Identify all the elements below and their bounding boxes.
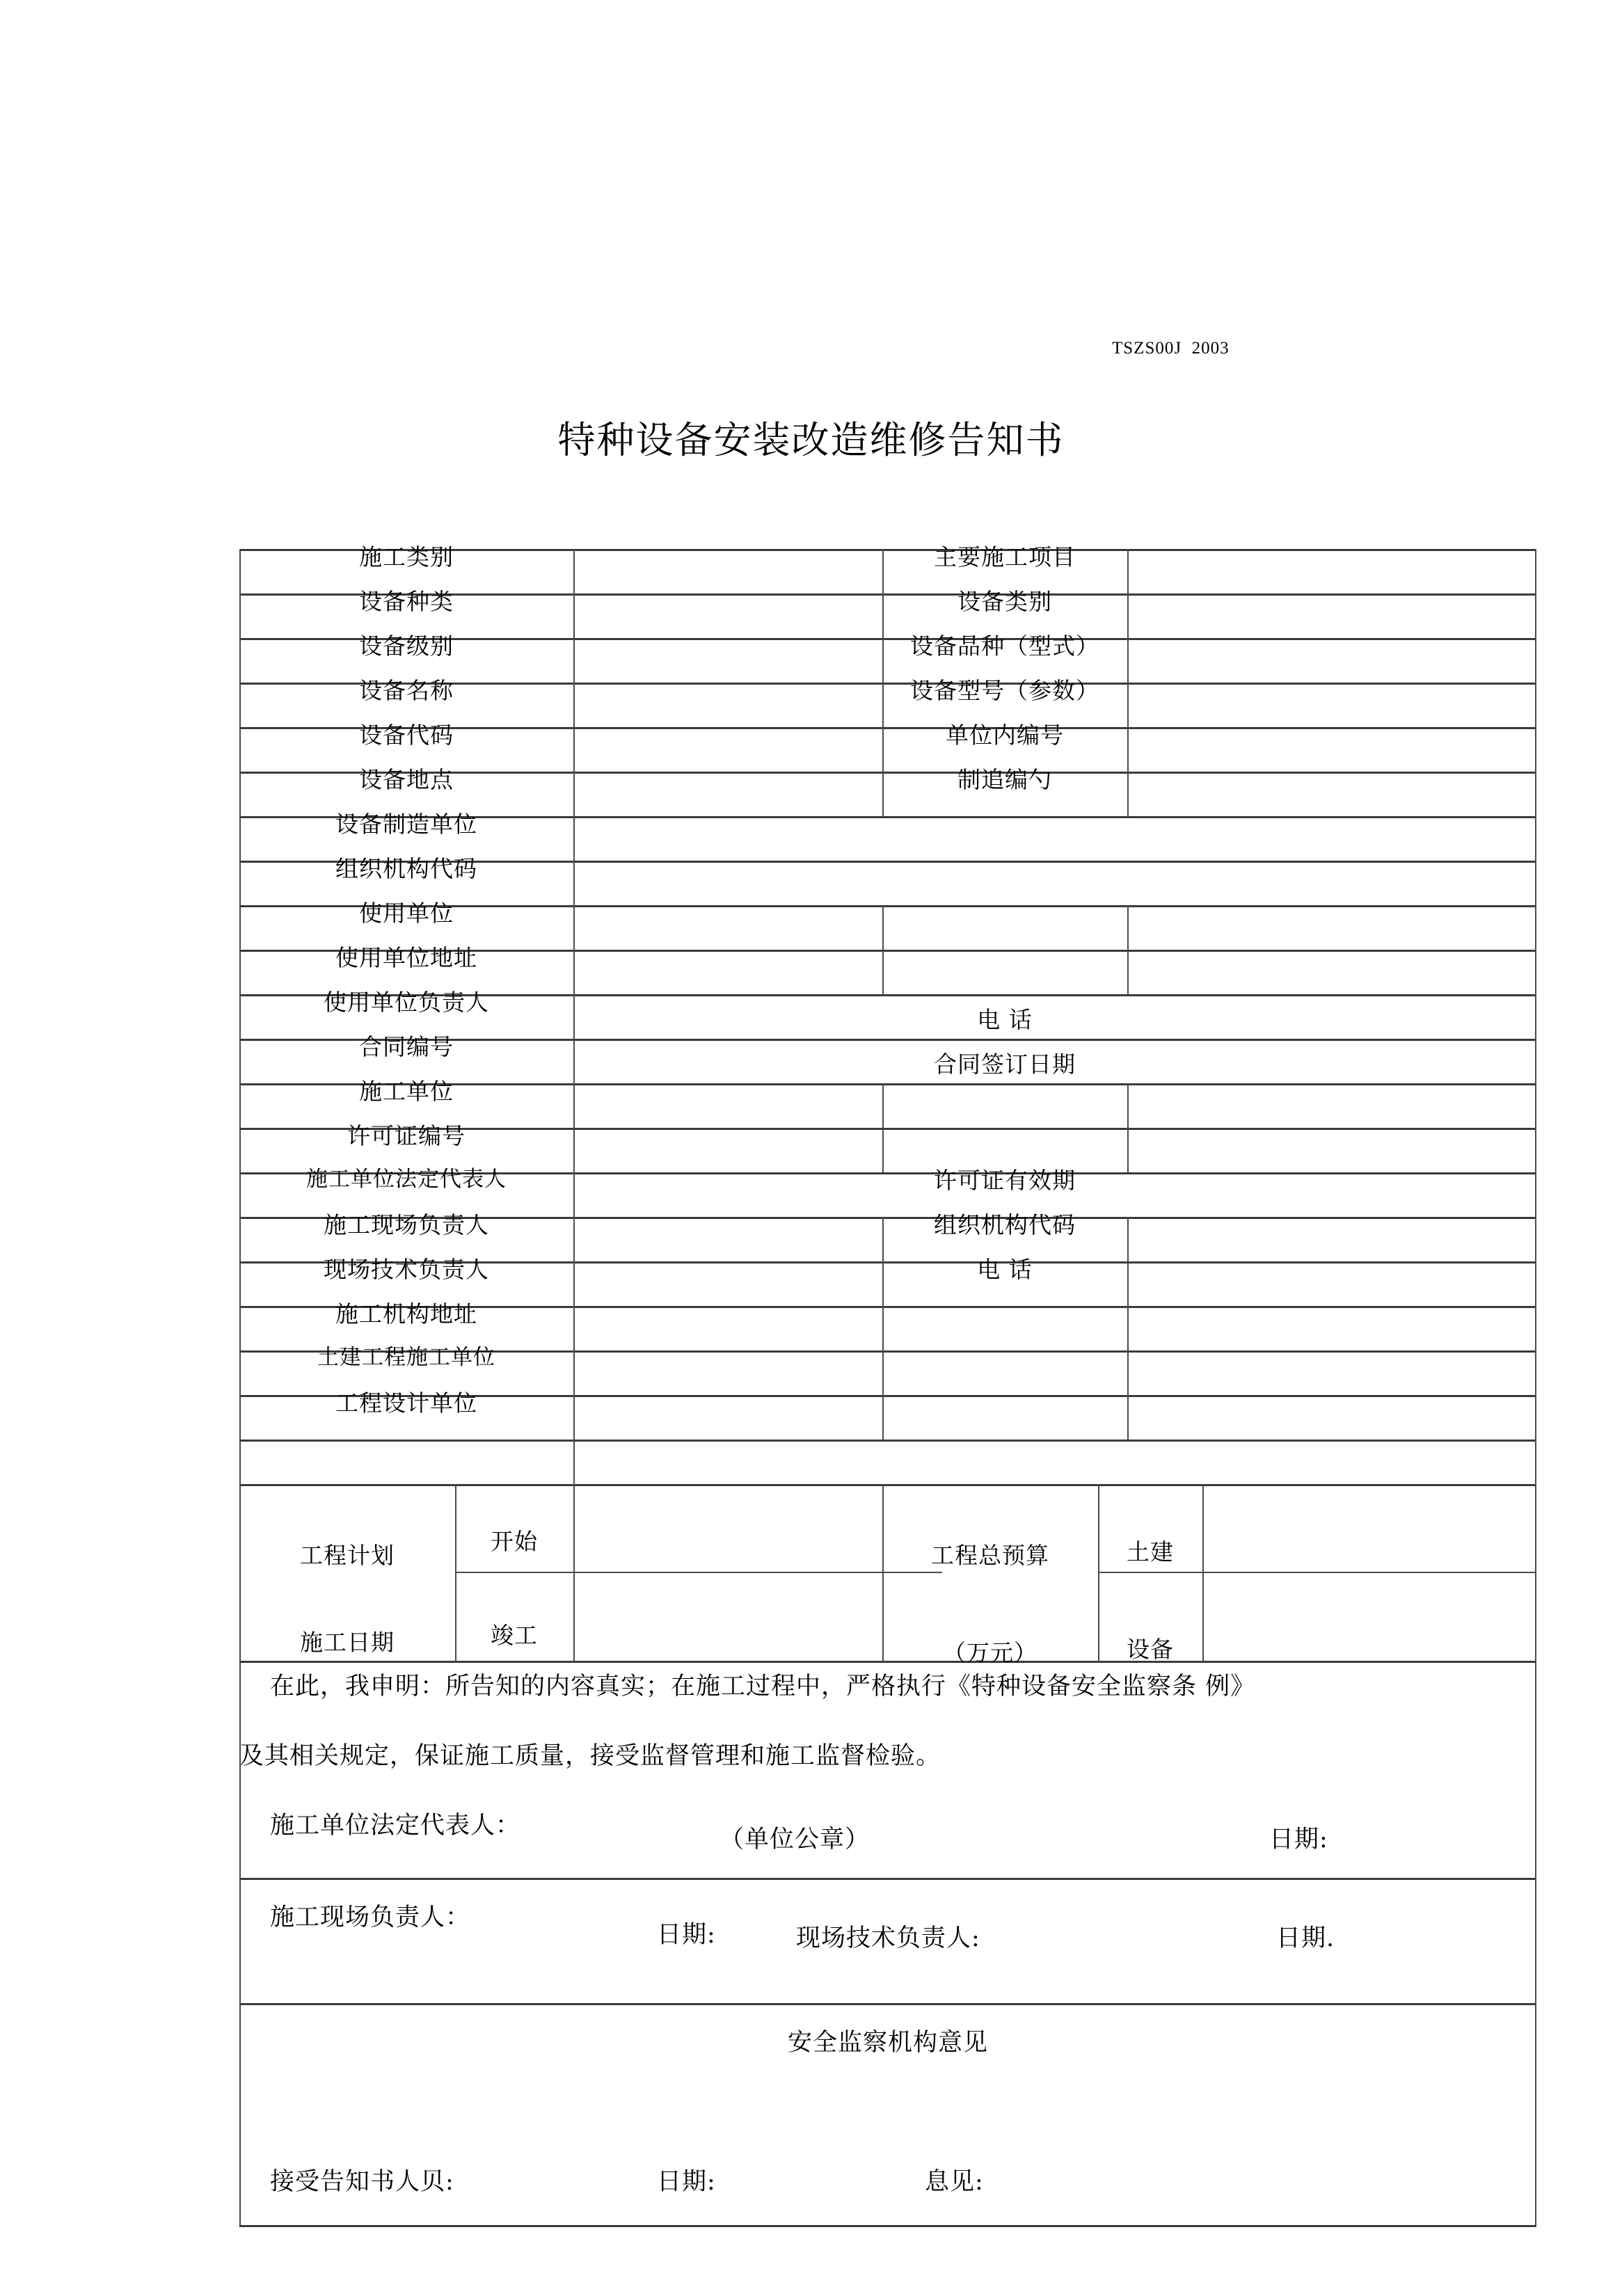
field-label-org-code-construction: 组织机构代码 — [934, 1211, 1076, 1238]
field-label-equipment-name: 设备名称 — [359, 677, 454, 704]
budget-column-divider-1 — [1098, 1484, 1099, 1661]
declaration-line-2: 及其相关规定，保证施工质量，接受监督管理和施工监督检验。 — [239, 1742, 941, 1770]
field-label-contract-number: 合同编号 — [359, 1033, 454, 1060]
field-label-manufacture-number: 制追编勺 — [957, 766, 1052, 793]
field-label-project-plan: 工程计划 — [300, 1542, 395, 1569]
signature-date-label-1: 日期: — [1269, 1826, 1328, 1853]
field-label-equipment-class: 设备类别 — [957, 588, 1052, 615]
plan-sub-divider — [455, 1572, 942, 1573]
signature-date-label-2: 日期: — [657, 1921, 716, 1949]
page-title: 特种设备安装改造维修告知书 — [557, 418, 1065, 462]
field-label-license-validity: 许可证有效期 — [934, 1167, 1076, 1194]
field-label-equipment-model: 设备型号（参数） — [910, 677, 1099, 704]
table-border-right — [1535, 549, 1536, 2225]
column-divider-2 — [882, 1083, 884, 1172]
declaration-line-1: 在此，我申明：所告知的内容真实；在施工过程中，严格执行《特种设备安全监察条 例》 — [270, 1673, 1256, 1700]
field-label-construction-date: 施工日期 — [300, 1629, 395, 1656]
supervision-date-label: 日期: — [657, 2168, 716, 2196]
column-divider-3 — [1127, 1083, 1129, 1172]
column-divider-2 — [882, 1217, 884, 1440]
notification-form-table — [239, 543, 1536, 2225]
field-label-user-unit-principal: 使用单位负责人 — [324, 989, 489, 1016]
field-label-construction-org-address: 施工机构地址 — [335, 1300, 477, 1328]
row-divider — [239, 1440, 1536, 1442]
signature-site-manager-label: 施工现场负责人： — [270, 1904, 471, 1931]
signature-date-label-3: 日期. — [1276, 1924, 1335, 1952]
field-label-internal-number: 单位内编号 — [946, 722, 1064, 749]
official-seal-label: （单位公章） — [719, 1826, 870, 1853]
field-label-construction-legal-rep: 施工单位法定代表人 — [306, 1167, 507, 1192]
field-label-equipment-code: 设备代码 — [359, 722, 454, 749]
field-label-manufacturer: 设备制造单位 — [335, 811, 477, 838]
field-label-equipment-grade: 设备级别 — [359, 632, 454, 660]
column-divider-2 — [882, 1484, 884, 1661]
field-label-org-code-manufacturer: 组织机构代码 — [335, 855, 477, 882]
supervision-receiver-label: 接受告知书人贝: — [270, 2168, 454, 2196]
table-border-bottom — [239, 2225, 1536, 2227]
field-label-plan-finish: 竣工 — [491, 1622, 538, 1649]
field-label-construction-type: 施工类别 — [359, 543, 454, 571]
column-divider-3 — [1127, 1217, 1129, 1440]
supervision-opinion-label: 息见: — [925, 2168, 984, 2196]
field-label-main-project: 主要施工项目 — [934, 543, 1076, 571]
form-code: TSZS00J 2003 — [1112, 339, 1230, 358]
budget-column-divider-2 — [1202, 1484, 1204, 1661]
signature-legal-rep-label: 施工单位法定代表人： — [270, 1812, 521, 1840]
field-label-construction-unit: 施工单位 — [359, 1078, 454, 1105]
field-label-civil-works-unit: 土建工程施工单位 — [317, 1345, 495, 1370]
field-label-budget-unit: （万元） — [943, 1639, 1037, 1666]
field-label-user-unit-address: 使用单位地址 — [335, 944, 477, 971]
field-label-phone-user: 电 话 — [977, 1006, 1033, 1033]
field-label-phone-construction: 电 话 — [977, 1256, 1033, 1283]
column-divider-3 — [1127, 549, 1129, 816]
signature-tech-manager-label: 现场技术负责人: — [796, 1924, 980, 1952]
column-divider-1 — [573, 549, 575, 1484]
field-label-plan-start: 开始 — [491, 1528, 538, 1555]
field-label-site-manager: 施工现场负责人 — [324, 1211, 489, 1238]
row-divider — [239, 1484, 1536, 1486]
column-divider-1c — [573, 1484, 575, 1661]
declaration-divider — [239, 1878, 1536, 1880]
field-label-license-number: 许可证编号 — [347, 1122, 466, 1149]
table-border-left — [239, 549, 241, 2225]
field-label-budget-equipment: 设备 — [1127, 1636, 1174, 1663]
field-label-design-unit: 工程设计单位 — [335, 1389, 477, 1417]
column-divider-2 — [882, 905, 884, 994]
field-label-budget-civil: 土建 — [1127, 1538, 1174, 1565]
field-label-equipment-variety: 设备品种（型式） — [910, 632, 1099, 660]
field-label-total-budget: 工程总预算 — [931, 1542, 1049, 1569]
signature-divider — [239, 2003, 1536, 2005]
column-divider-3 — [1127, 905, 1129, 994]
field-label-contract-date: 合同签订日期 — [934, 1051, 1076, 1078]
field-label-equipment-location: 设备地点 — [359, 766, 454, 793]
field-label-equipment-category: 设备种类 — [359, 588, 454, 615]
field-label-site-tech-manager: 现场技术负责人 — [324, 1256, 489, 1283]
field-label-user-unit: 使用单位 — [359, 900, 454, 927]
budget-sub-divider — [1098, 1572, 1536, 1573]
supervision-heading: 安全监察机构意见 — [787, 2029, 988, 2057]
